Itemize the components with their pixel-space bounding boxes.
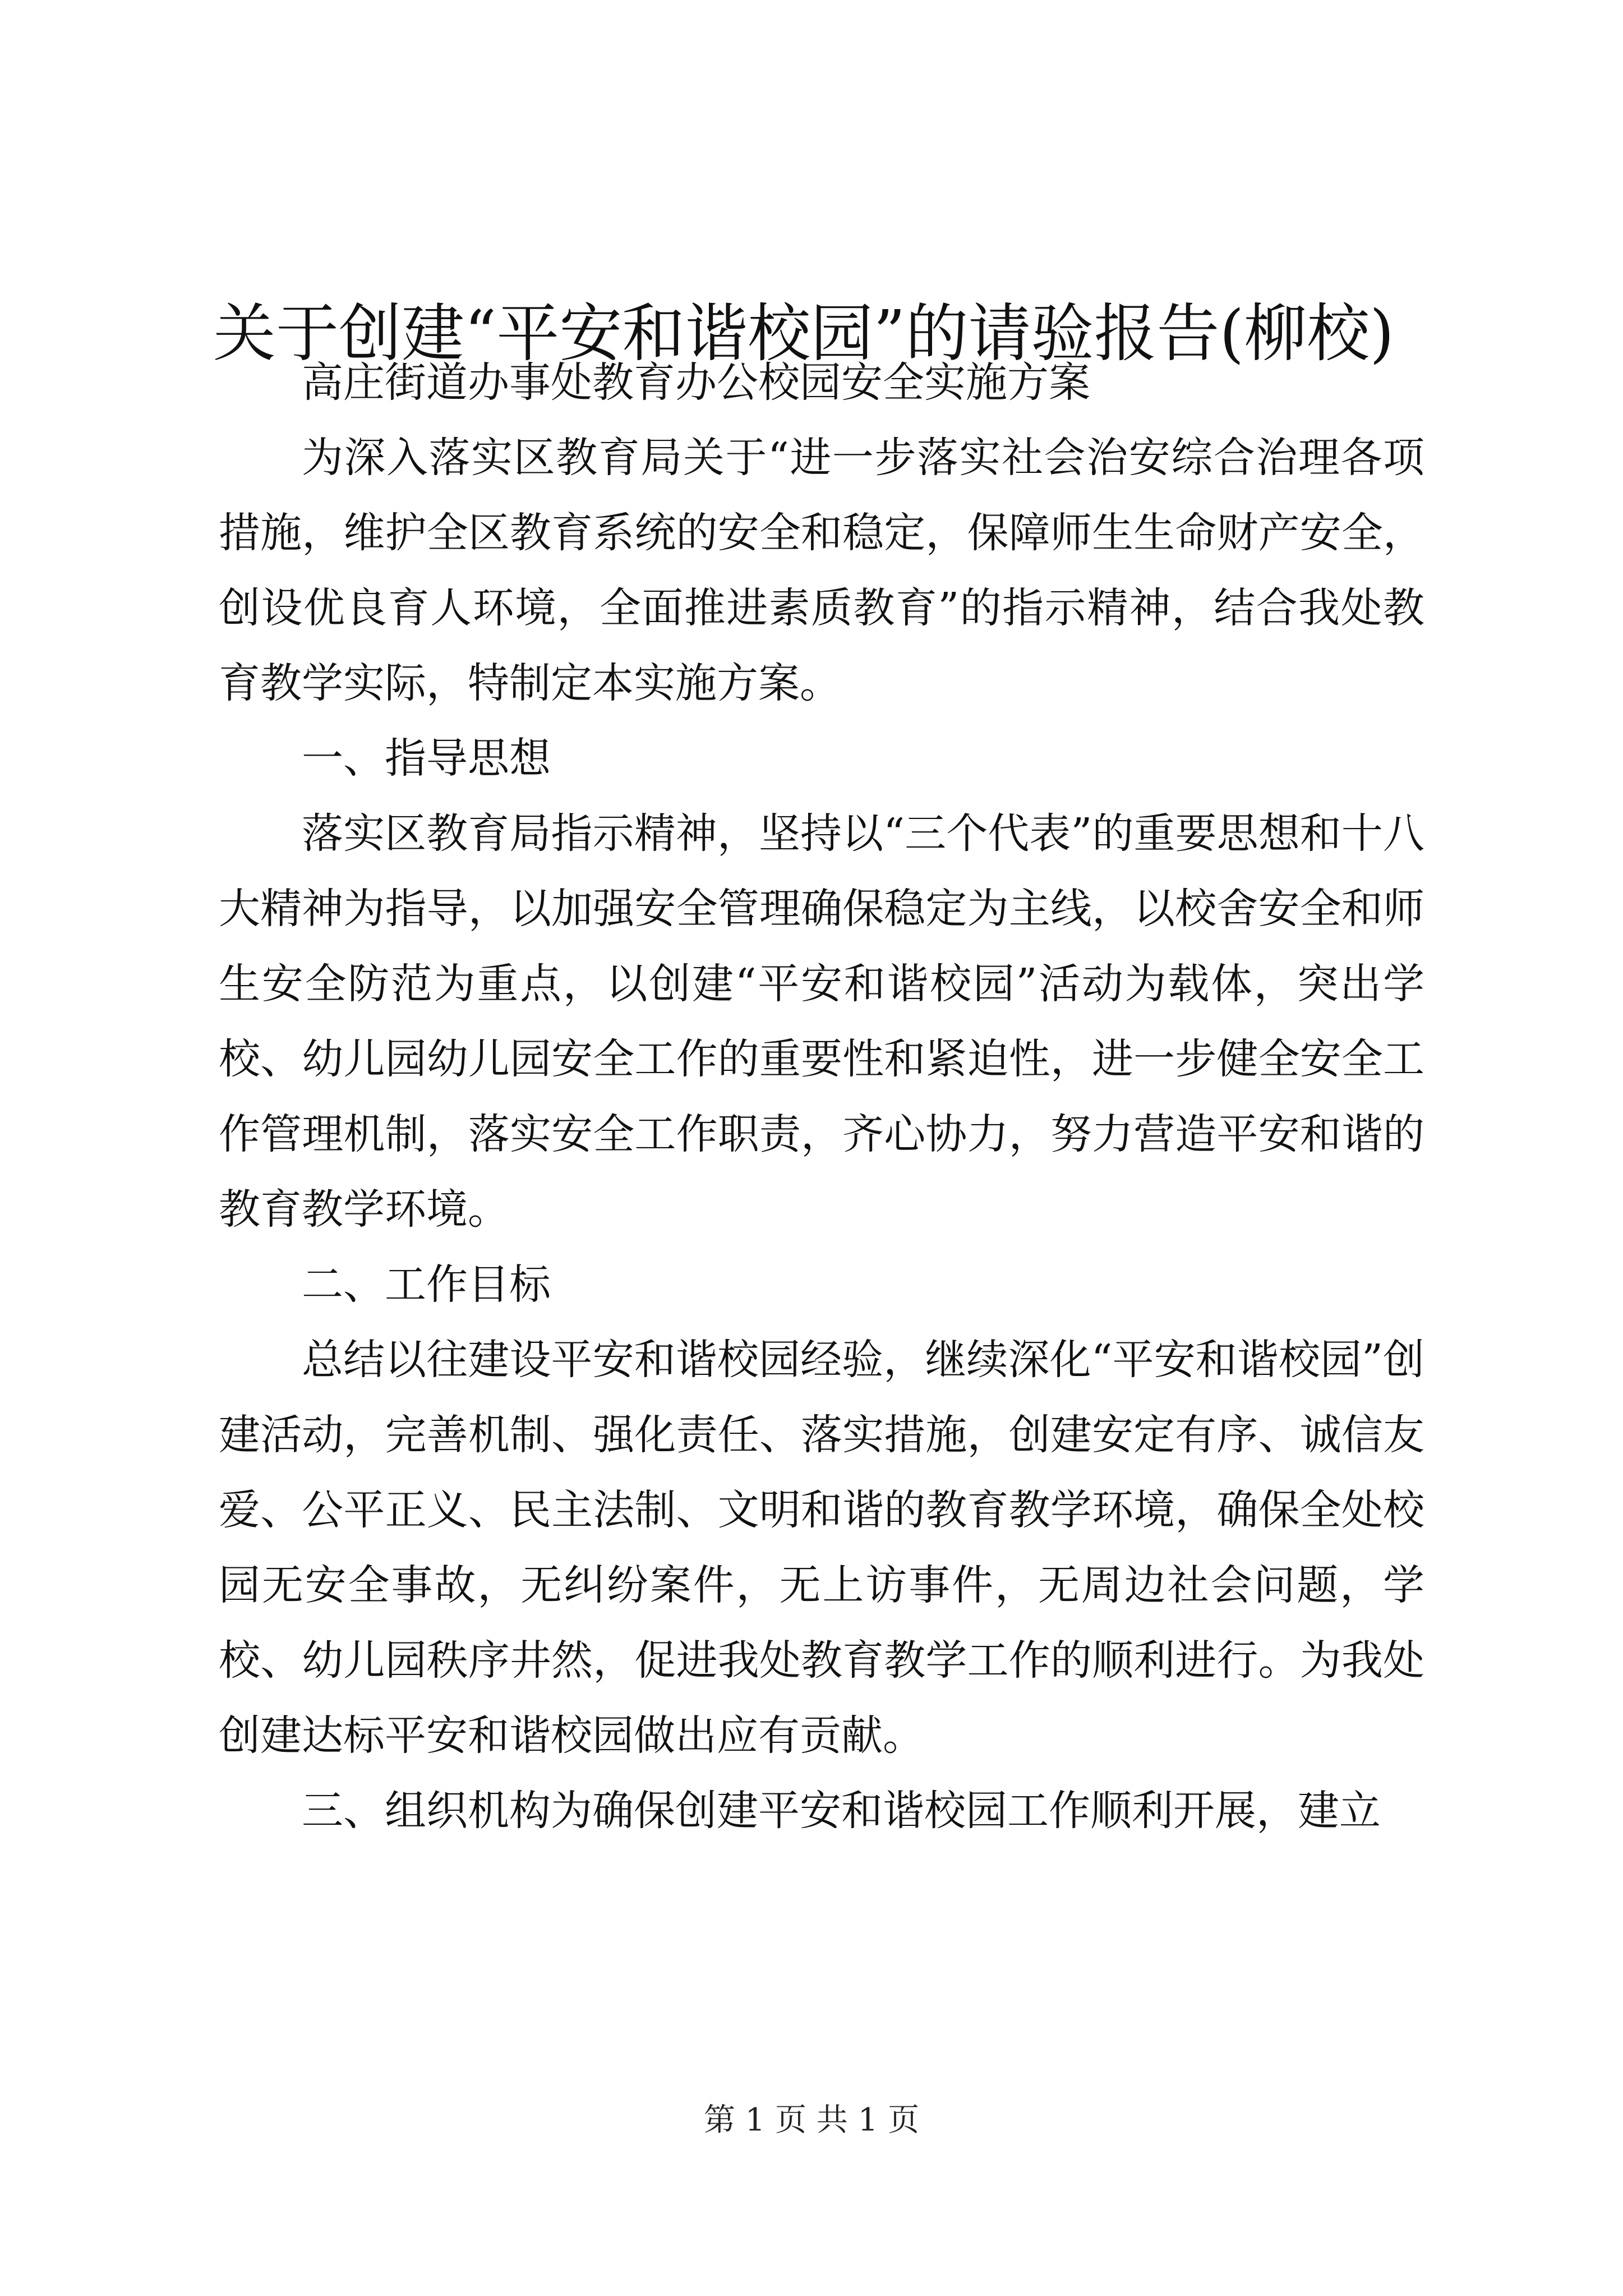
paragraph-work-goals: 总结以往建设平安和谐校园经验，继续深化“平安和谐校园”创建活动，完善机制、强化责任、落实措施，创建安定有序、诚信友爱、公平正义、民主法制、文明和谐的教育教学环境，确保全处校园无安全事故，无纠纷案件，无上访事件，无周边社会问题，学校、幼儿园秩序井然，促进我处教育教学工作的顺利进行。为我处创建达标平安和谐校园做出应有贡献。: [219, 1336, 1424, 1760]
paragraph-guiding-ideology: 落实区教育局指示精神，坚持以“三个代表”的重要思想和十八大精神为指导，以加强安全管理确保稳定为主线，以校舍安全和师生安全防范为重点，以创建“平安和谐校园”活动为载体，突出学校、幼儿园幼儿园安全工作的重要性和紧迫性，进一步健全安全工作管理机制，落实安全工作职责，齐心协力，努力营造平安和谐的教育教学环境。: [219, 809, 1424, 1234]
paragraph-intro: 为深入落实区教育局关于“进一步落实社会治安综合治理各项措施，维护全区教育系统的安全和稳定，保障师生生命财产安全，创设优良育人环境，全面推进素质教育”的指示精神，结合我处教育教学实际，特制定本实施方案。: [219, 434, 1424, 707]
paragraph-subtitle: 高庄街道办事处教育办公校园安全实施方案: [302, 358, 1090, 407]
section-heading-work-goals: 二、工作目标: [302, 1260, 551, 1309]
page-footer: 第 1 页 共 1 页: [703, 2102, 920, 2138]
document-title: 关于创建“平安和谐校园”的请验报告(柳校): [213, 297, 1394, 370]
section-heading-guiding-ideology: 一、指导思想: [302, 734, 551, 783]
paragraph-organization: 三、组织机构为确保创建平安和谐校园工作顺利开展，建立: [302, 1787, 1381, 1835]
document-body: [219, 345, 1424, 1848]
